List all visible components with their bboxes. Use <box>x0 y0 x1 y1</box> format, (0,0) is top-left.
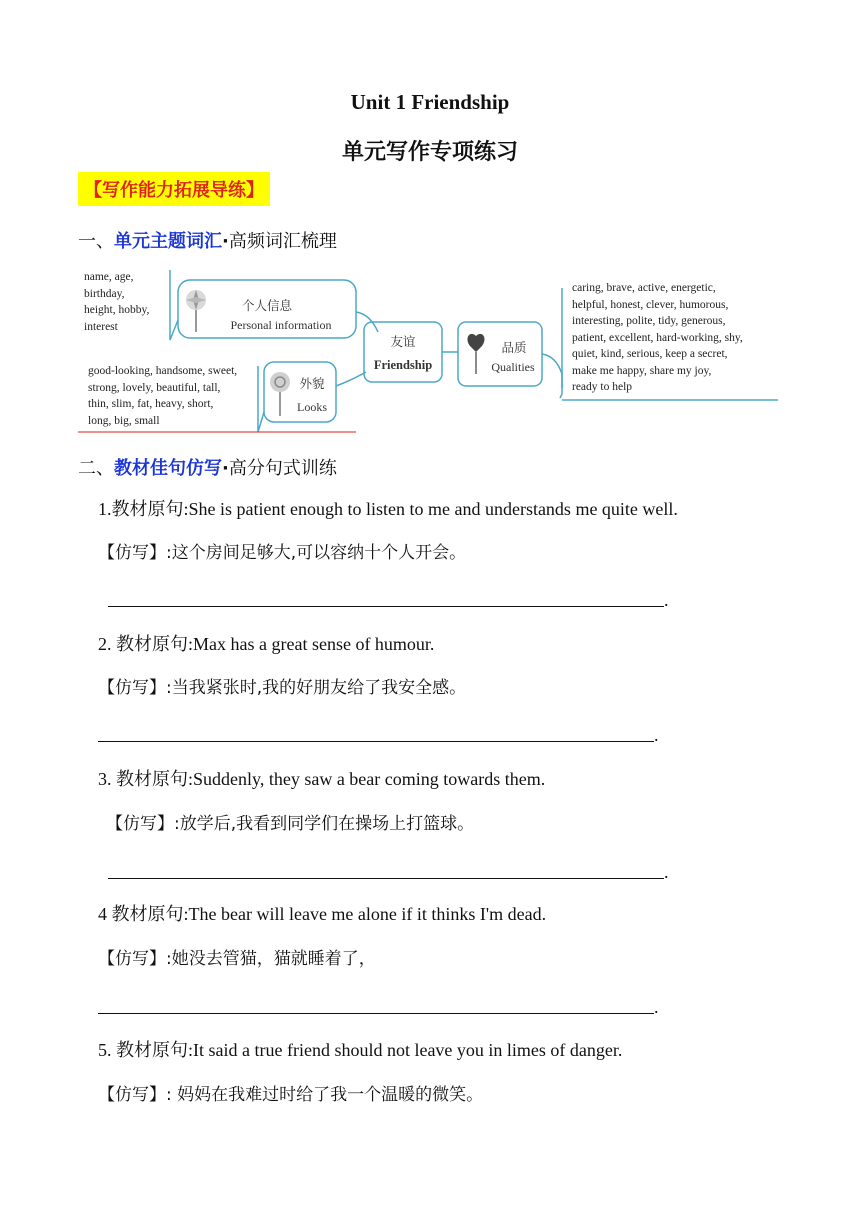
lollipop-icon <box>270 372 290 416</box>
vocabulary-mindmap <box>78 262 780 438</box>
item-4-imitate: 【仿写】:她没去管猫，猫就睡着了， <box>98 949 376 969</box>
personal-words <box>84 269 149 335</box>
item-3-answer-line[interactable] <box>108 878 664 879</box>
item-2-original: 2. 教材原句:Max has a great sense of humour. <box>98 634 435 654</box>
qualities-word-line: make me happy, share my joy, <box>572 364 712 377</box>
qualities-words <box>572 280 743 396</box>
personal-en: Personal information <box>230 318 332 332</box>
item-4-answer-line[interactable] <box>98 1013 654 1014</box>
page-title: Unit 1 Friendship <box>350 90 510 114</box>
center-cn: 友谊 <box>390 334 416 349</box>
personal-cn: 个人信息 <box>241 298 292 313</box>
page-subtitle: 单元写作专项练习 <box>341 140 518 165</box>
qualities-word-line: caring, brave, active, energetic, <box>572 282 716 294</box>
section-2-prefix: 二、 <box>78 458 114 479</box>
section-1-rest: 高频词汇梳理 <box>228 231 337 252</box>
item-1-period: . <box>664 590 669 610</box>
center-en: Friendship <box>373 358 433 372</box>
item-2-imitate: 【仿写】:当我紧张时,我的好朋友给了我安全感。 <box>98 678 467 698</box>
section-2-dot: · <box>222 458 229 479</box>
qualities-word-line: patient, excellent, hard-working, shy, <box>572 331 743 344</box>
section-1-dot: · <box>222 231 229 252</box>
item-4-original: 4 教材原句:The bear will leave me alone if it thinks I'm dead. <box>98 904 547 924</box>
section-1-prefix: 一、 <box>78 231 114 252</box>
section-2-rest: 高分句式训练 <box>228 458 337 479</box>
looks-word-line: long, big, small <box>88 414 160 427</box>
section-1-heading <box>78 227 337 253</box>
heart-icon <box>468 334 485 374</box>
looks-word-line: thin, slim, fat, heavy, short, <box>88 398 214 410</box>
qualities-word-line: ready to help <box>572 381 633 393</box>
section-2-heading <box>78 454 337 480</box>
item-2-period: . <box>654 725 659 745</box>
item-5-original: 5. 教材原句:It said a true friend should not leave you in limes of danger. <box>98 1040 623 1060</box>
item-1-answer-line[interactable] <box>108 606 664 607</box>
qualities-cn: 品质 <box>501 340 527 355</box>
looks-word-line: strong, lovely, beautiful, tall, <box>88 381 221 394</box>
looks-cn: 外貌 <box>299 376 325 391</box>
looks-words <box>88 363 237 429</box>
personal-word-line: height, hobby, <box>84 304 150 316</box>
looks-word-line: good-looking, handsome, sweet, <box>88 365 238 377</box>
looks-en: Looks <box>297 400 327 414</box>
section-2-highlight: 教材佳句仿写 <box>114 458 222 479</box>
pinwheel-icon <box>186 290 206 332</box>
item-3-period: . <box>664 862 669 882</box>
item-5-imitate: 【仿写】: 妈妈在我难过时给了我一个温暖的微笑。 <box>98 1085 484 1105</box>
personal-word-line: name, age, <box>84 271 134 283</box>
section-tag: 【写作能力拓展导练】 <box>78 172 270 206</box>
item-3-imitate: 【仿写】:放学后,我看到同学们在操场上打篮球。 <box>106 814 475 834</box>
item-1-original: 1.教材原句:She is patient enough to listen to me and understands me quite well. <box>98 499 678 519</box>
item-1-imitate: 【仿写】:这个房间足够大,可以容纳十个人开会。 <box>98 543 467 563</box>
qualities-en: Qualities <box>491 360 535 374</box>
personal-word-line: birthday, <box>84 287 125 300</box>
qualities-word-line: quiet, kind, serious, keep a secret, <box>572 348 728 360</box>
qualities-word-line: interesting, polite, tidy, generous, <box>572 315 726 327</box>
item-2-answer-line[interactable] <box>98 741 654 742</box>
section-1-highlight: 单元主题词汇 <box>114 231 222 252</box>
item-3-original: 3. 教材原句:Suddenly, they saw a bear coming towards them. <box>98 769 546 789</box>
personal-word-line: interest <box>84 320 118 333</box>
qualities-word-line: helpful, honest, clever, humorous, <box>572 298 729 311</box>
item-4-period: . <box>654 997 659 1017</box>
